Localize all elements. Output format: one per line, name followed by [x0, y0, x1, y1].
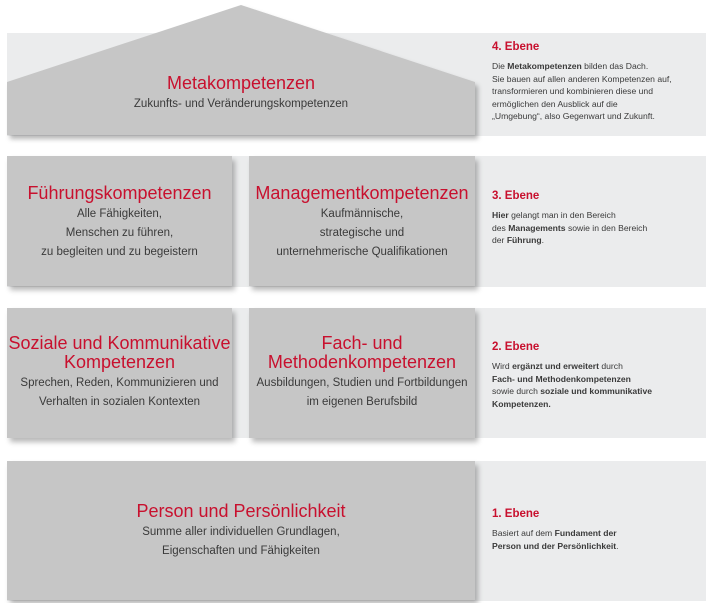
box-line: Ausbildungen, Studien und Fortbildungen: [256, 377, 468, 389]
box-title: Metakompetenzen: [166, 73, 316, 93]
managementkompetenzen-box: [249, 156, 475, 286]
description-text: „Umgebung“, also Gegenwart und Zukunft.: [492, 111, 655, 122]
fuehrungskompetenzen-box: [7, 156, 232, 286]
box-title: Managementkompetenzen: [255, 183, 469, 203]
description-bold-text: Kompetenzen.: [492, 398, 551, 409]
description-bold-text: Managements: [508, 222, 566, 233]
description-bold-text: Fach- und Methodenkompetenzen: [492, 373, 631, 384]
box-title: Soziale und Kommunikative Kompetenzen: [8, 333, 231, 372]
person-persoenlichkeit-box: [7, 461, 475, 600]
description-text: der: [492, 235, 507, 246]
level-1-description: [492, 507, 692, 552]
description-text: des: [492, 222, 509, 233]
box-subtitle: [249, 374, 475, 412]
description-bold-text: Führung: [506, 235, 542, 246]
box-line: strategische und: [319, 227, 405, 239]
description-bold-text: Person und der Persönlichkeit: [492, 540, 617, 551]
level-2-description: [492, 340, 692, 410]
box-subtitle: [7, 374, 232, 412]
description-text: Sie bauen auf allen anderen Kompetenzen auf,: [492, 73, 672, 84]
box-line: Alle Fähigkeiten,: [76, 208, 163, 220]
level-3-description: [492, 189, 692, 247]
box-line: im eigenen Berufsbild: [306, 396, 418, 408]
metakompetenzen-box: [7, 73, 475, 114]
description-text: Wird: [492, 361, 513, 371]
level-description-text: [492, 527, 692, 552]
level-description-text: [492, 209, 692, 247]
description-text: Basiert auf dem: [492, 528, 555, 538]
box-line: zu begleiten und zu begeistern: [41, 246, 198, 258]
description-text: .: [616, 540, 619, 551]
description-text: gelangt man in den Bereich: [508, 210, 616, 220]
description-bold-text: Metakompetenzen: [507, 61, 582, 71]
description-text: sowie in den Bereich: [565, 222, 648, 233]
box-line: Eigenschaften und Fähigkeiten: [162, 545, 320, 557]
level-heading: 1. Ebene: [492, 508, 540, 520]
description-text: sowie durch: [492, 386, 541, 397]
level-4-description: [492, 40, 692, 123]
description-text: .: [541, 235, 545, 246]
box-line: Verhalten in sozialen Kontexten: [38, 396, 201, 408]
description-text: durch: [598, 361, 623, 371]
box-line: Sprechen, Reden, Kommunizieren und: [20, 377, 219, 389]
box-subtitle: [7, 523, 475, 561]
box-title: Führungskompetenzen: [27, 183, 212, 203]
soziale-kompetenzen-box: [7, 308, 232, 438]
box-line: Summe aller individuellen Grundlagen,: [142, 526, 340, 538]
box-subtitle: [249, 205, 475, 262]
description-bold-text: soziale und kommunikative: [540, 386, 652, 397]
fach-methodenkompetenzen-box: [249, 308, 475, 438]
box-subtitle: [7, 205, 232, 262]
level-description-text: [492, 60, 692, 123]
box-title: Person und Persönlichkeit: [136, 501, 346, 521]
description-text: Die: [492, 61, 508, 71]
description-text: ermöglichen den Ausblick auf die: [492, 98, 618, 109]
level-heading: 2. Ebene: [492, 341, 540, 353]
description-bold-text: Hier: [492, 210, 509, 220]
level-heading: 4. Ebene: [492, 41, 540, 53]
box-line: unternehmerische Qualifikationen: [276, 246, 448, 258]
box-title: Fach- und Methodenkompetenzen: [267, 333, 457, 372]
description-bold-text: ergänzt und erweitert: [512, 361, 599, 371]
level-heading: 3. Ebene: [492, 190, 540, 202]
description-text: transformieren und kombinieren diese und: [492, 86, 653, 97]
description-bold-text: Fundament der: [554, 528, 617, 538]
box-subtitle: Zukunfts- und Veränderungskompetenzen: [133, 98, 349, 110]
box-line: Kaufmännische,: [320, 208, 404, 220]
box-line: Menschen zu führen,: [65, 227, 174, 239]
description-text: bilden das Dach.: [581, 61, 649, 71]
level-description-text: [492, 360, 692, 410]
